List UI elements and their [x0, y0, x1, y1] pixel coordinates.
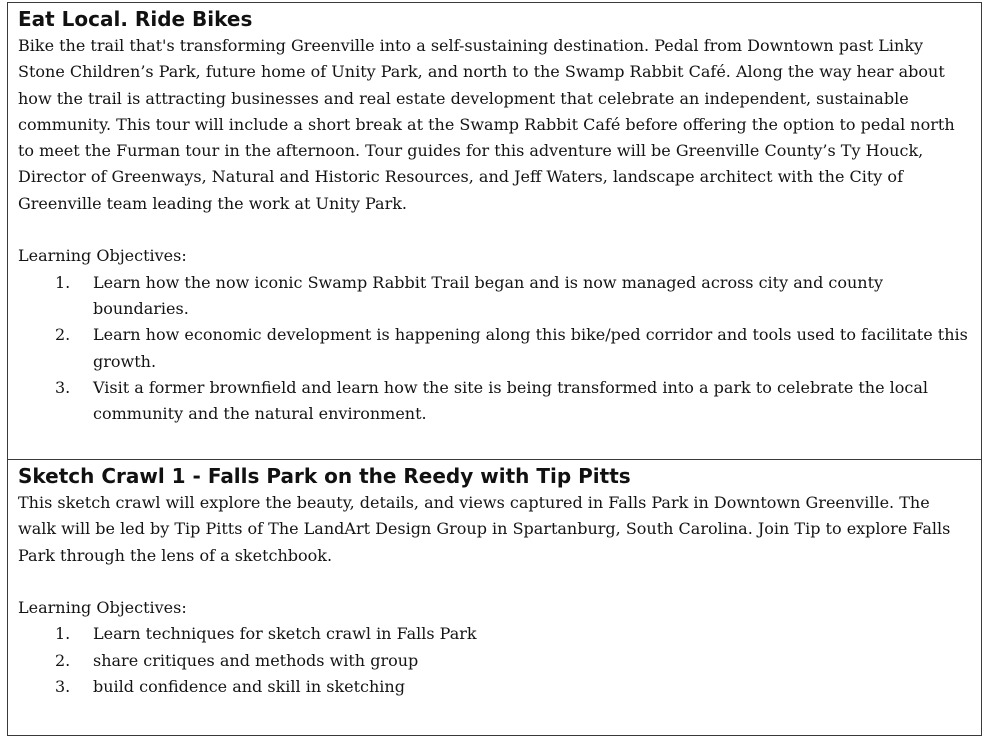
learning-objectives-label: Learning Objectives:: [18, 246, 187, 266]
learning-objectives-list: [18, 621, 971, 700]
list-number: 2.: [55, 650, 71, 670]
list-item: [18, 322, 971, 375]
section-title: Eat Local. Ride Bikes: [18, 7, 253, 31]
section-description: This sketch crawl will explore the beauty, details, and views captured in Falls Park in Downtown Greenville. The walk will be led by Tip Pitts of The LandArt Design Group in Spartanburg, South Carolina. Join Tip to explore Falls Park through the lens of a sketchbook.: [18, 493, 951, 565]
learning-objectives-list: [18, 270, 971, 428]
list-item-text: Visit a former brownfield and learn how the site is being transformed into a park to celebrate the local community and the natural environment.: [93, 377, 929, 424]
section-title: Sketch Crawl 1 - Falls Park on the Reedy with Tip Pitts: [18, 464, 631, 488]
list-item: [18, 375, 971, 428]
list-number: 3.: [55, 677, 71, 697]
list-item-text: Learn how the now iconic Swamp Rabbit Trail began and is now managed across city and county boundaries.: [93, 272, 884, 318]
list-item: [18, 621, 971, 647]
list-item-text: build confidence and skill in sketching: [93, 677, 405, 697]
list-item-text: share critiques and methods with group: [93, 650, 419, 670]
list-number: 1.: [55, 624, 71, 644]
list-item-text: Learn how economic development is happening along this bike/ped corridor and tools used to facilitate this growth.: [93, 325, 968, 371]
list-item: [18, 648, 971, 674]
list-item-text: Learn techniques for sketch crawl in Falls Park: [93, 624, 477, 644]
list-item: [18, 270, 971, 323]
section-description: Bike the trail that's transforming Greenville into a self-sustaining destination. Pedal from Downtown past Linky Stone Children’s Park, future home of Unity Park, and north to the Swamp Rabbit Café. Along the way hear about how the trail is attracting businesses and real estate development that celebrate an independent, sustainable community. This tour will include a short break at the Swamp Rabbit Café before offering the option to pedal north to meet the Furman tour in the afternoon. Tour guides for this adventure will be Greenville County’s Ty Houck, Director of Greenways, Natural and Historic Resources, and Jeff Waters, landscape architect with the City of Greenville team leading the work at Unity Park.: [18, 36, 955, 213]
section-eat-local: [8, 3, 981, 459]
list-item: [18, 674, 971, 700]
list-number: 3.: [55, 377, 71, 397]
learning-objectives-label: Learning Objectives:: [18, 598, 187, 618]
section-sketch-crawl: [8, 459, 981, 735]
list-number: 2.: [55, 325, 71, 345]
document-table: [7, 2, 982, 736]
list-number: 1.: [55, 272, 71, 292]
